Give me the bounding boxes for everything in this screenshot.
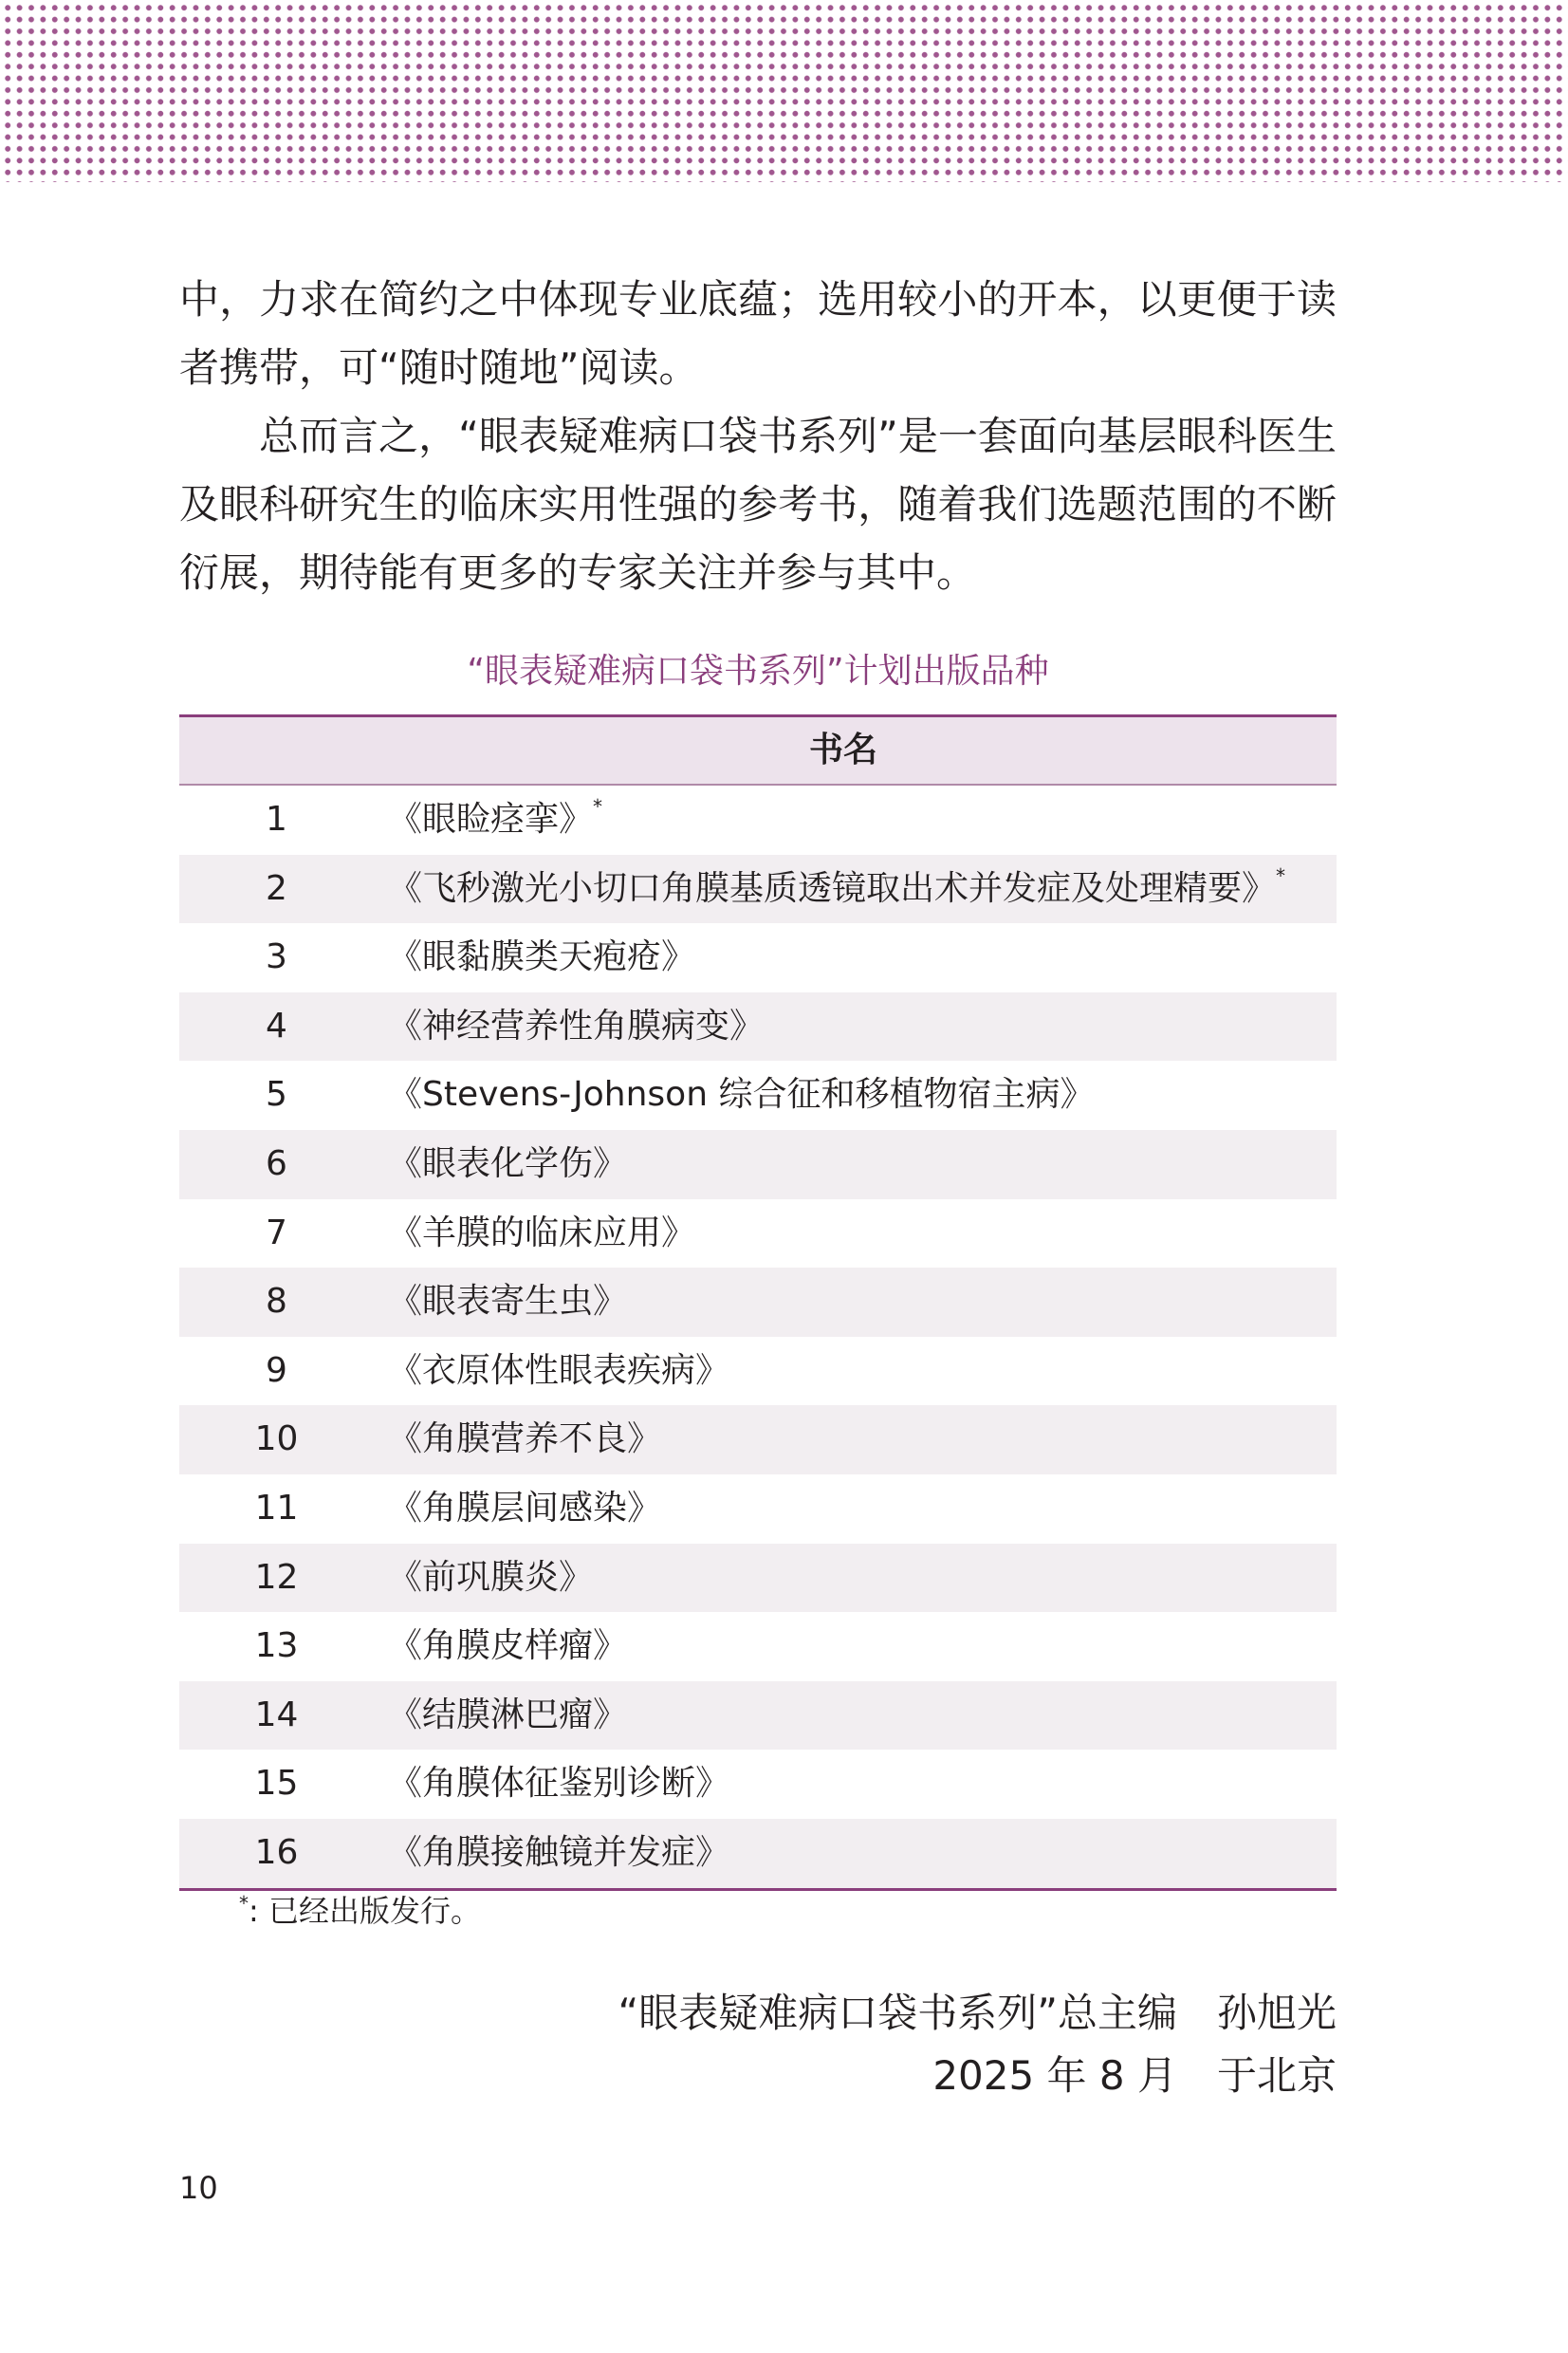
- book-title-text: 《眼表寄生虫》: [388, 1282, 628, 1322]
- book-title: [388, 992, 764, 1062]
- table-row: [179, 1337, 1337, 1406]
- row-number: 14: [254, 1695, 299, 1734]
- signature-editor-line: [618, 1985, 1337, 2042]
- body-paragraph-1: 中，力求在简约之中体现专业底蕴；选用较小的开本，以更便于读者携带，可“随时随地”阅读。: [179, 276, 1337, 391]
- row-number: 2: [266, 868, 287, 908]
- table-header-row: [179, 714, 1337, 786]
- book-title: [388, 786, 602, 855]
- book-title: [388, 1474, 661, 1544]
- book-title-text: 《飞秒激光小切口角膜基质透镜取出术并发症及处理精要》: [388, 868, 1277, 908]
- row-number: 5: [266, 1075, 287, 1115]
- table-row: [179, 1612, 1337, 1681]
- table-row: [179, 1681, 1337, 1751]
- book-title-text: 《眼睑痉挛》: [388, 800, 594, 839]
- signature-date: 2025 年 8 月: [932, 2052, 1177, 2099]
- book-title-text: 《角膜层间感染》: [388, 1488, 662, 1528]
- book-title-text: 《眼黏膜类天疱疮》: [388, 937, 696, 977]
- row-number: 3: [266, 937, 287, 977]
- book-title-text: 《角膜营养不良》: [388, 1419, 662, 1459]
- row-number: 1: [266, 800, 287, 839]
- table-body: [179, 786, 1337, 1888]
- published-mark: *: [1276, 863, 1286, 887]
- editor-role: “眼表疑难病口袋书系列”总主编: [618, 1990, 1177, 2036]
- book-title: [388, 1199, 695, 1269]
- book-title-text: 《Stevens-Johnson 综合征和移植物宿主病》: [388, 1075, 1095, 1115]
- book-title-text: 《神经营养性角膜病变》: [388, 1006, 765, 1046]
- row-number: 13: [254, 1626, 299, 1666]
- book-title-text: 《前巩膜炎》: [388, 1557, 594, 1597]
- body-paragraph-2: 总而言之，“眼表疑难病口袋书系列”是一套面向基层眼科医生及眼科研究生的临床实用性强的参考书，随着我们选题范围的不断衍展，期待能有更多的专家关注并参与其中。: [179, 413, 1337, 596]
- table-row: [179, 855, 1337, 924]
- book-title: [388, 1819, 729, 1888]
- table-row: [179, 1061, 1337, 1130]
- book-title-text: 《结膜淋巴瘤》: [388, 1695, 628, 1734]
- row-number: 12: [254, 1557, 299, 1597]
- table-caption: “眼表疑难病口袋书系列”计划出版品种: [467, 652, 1049, 691]
- book-title: [388, 1405, 661, 1474]
- row-number: 7: [266, 1213, 287, 1252]
- row-number: 10: [254, 1419, 299, 1459]
- footnote-text: : 已经出版发行。: [249, 1893, 481, 1929]
- table-row: [179, 1405, 1337, 1474]
- row-number: 8: [266, 1282, 287, 1322]
- book-title: [388, 1544, 593, 1613]
- footnote: [239, 1888, 481, 1934]
- book-title-text: 《角膜接触镜并发症》: [388, 1832, 730, 1872]
- table-row: [179, 1130, 1337, 1199]
- row-number: 4: [266, 1006, 287, 1046]
- book-title: [388, 1061, 1094, 1130]
- page-number: 10: [179, 2170, 218, 2206]
- column-header-title: 书名: [808, 731, 877, 769]
- published-mark: *: [593, 795, 603, 818]
- editor-name: 孙旭光: [1216, 1990, 1337, 2036]
- book-title: [388, 1268, 627, 1337]
- table-row: [179, 1544, 1337, 1613]
- signature-date-line: [932, 2047, 1337, 2104]
- book-title-text: 《角膜皮样瘤》: [388, 1626, 628, 1666]
- book-list-table: [179, 714, 1337, 1891]
- row-number: 11: [254, 1488, 299, 1528]
- table-row: [179, 1199, 1337, 1269]
- row-number: 6: [266, 1143, 287, 1183]
- book-title: [388, 1612, 627, 1681]
- footnote-mark: *: [239, 1892, 249, 1915]
- book-title: [388, 1337, 729, 1406]
- row-number: 16: [254, 1832, 299, 1872]
- table-row: [179, 992, 1337, 1062]
- table-row: [179, 1750, 1337, 1819]
- table-row: [179, 786, 1337, 855]
- book-title-text: 《羊膜的临床应用》: [388, 1213, 696, 1252]
- table-row: [179, 1268, 1337, 1337]
- table-row: [179, 1474, 1337, 1544]
- book-title: [388, 1681, 627, 1751]
- book-title: [388, 855, 1285, 924]
- row-number: 9: [266, 1350, 287, 1390]
- table-row: [179, 1819, 1337, 1888]
- signature-place: 于北京: [1216, 2052, 1337, 2099]
- book-title: [388, 1750, 729, 1819]
- book-title: [388, 1130, 627, 1199]
- table-row: [179, 923, 1337, 992]
- book-title-text: 《角膜体征鉴别诊断》: [388, 1764, 730, 1804]
- book-title: [388, 923, 695, 992]
- dotted-header-decoration: [0, 0, 1568, 182]
- book-title-text: 《衣原体性眼表疾病》: [388, 1350, 730, 1390]
- book-title-text: 《眼表化学伤》: [388, 1143, 628, 1183]
- row-number: 15: [254, 1764, 299, 1804]
